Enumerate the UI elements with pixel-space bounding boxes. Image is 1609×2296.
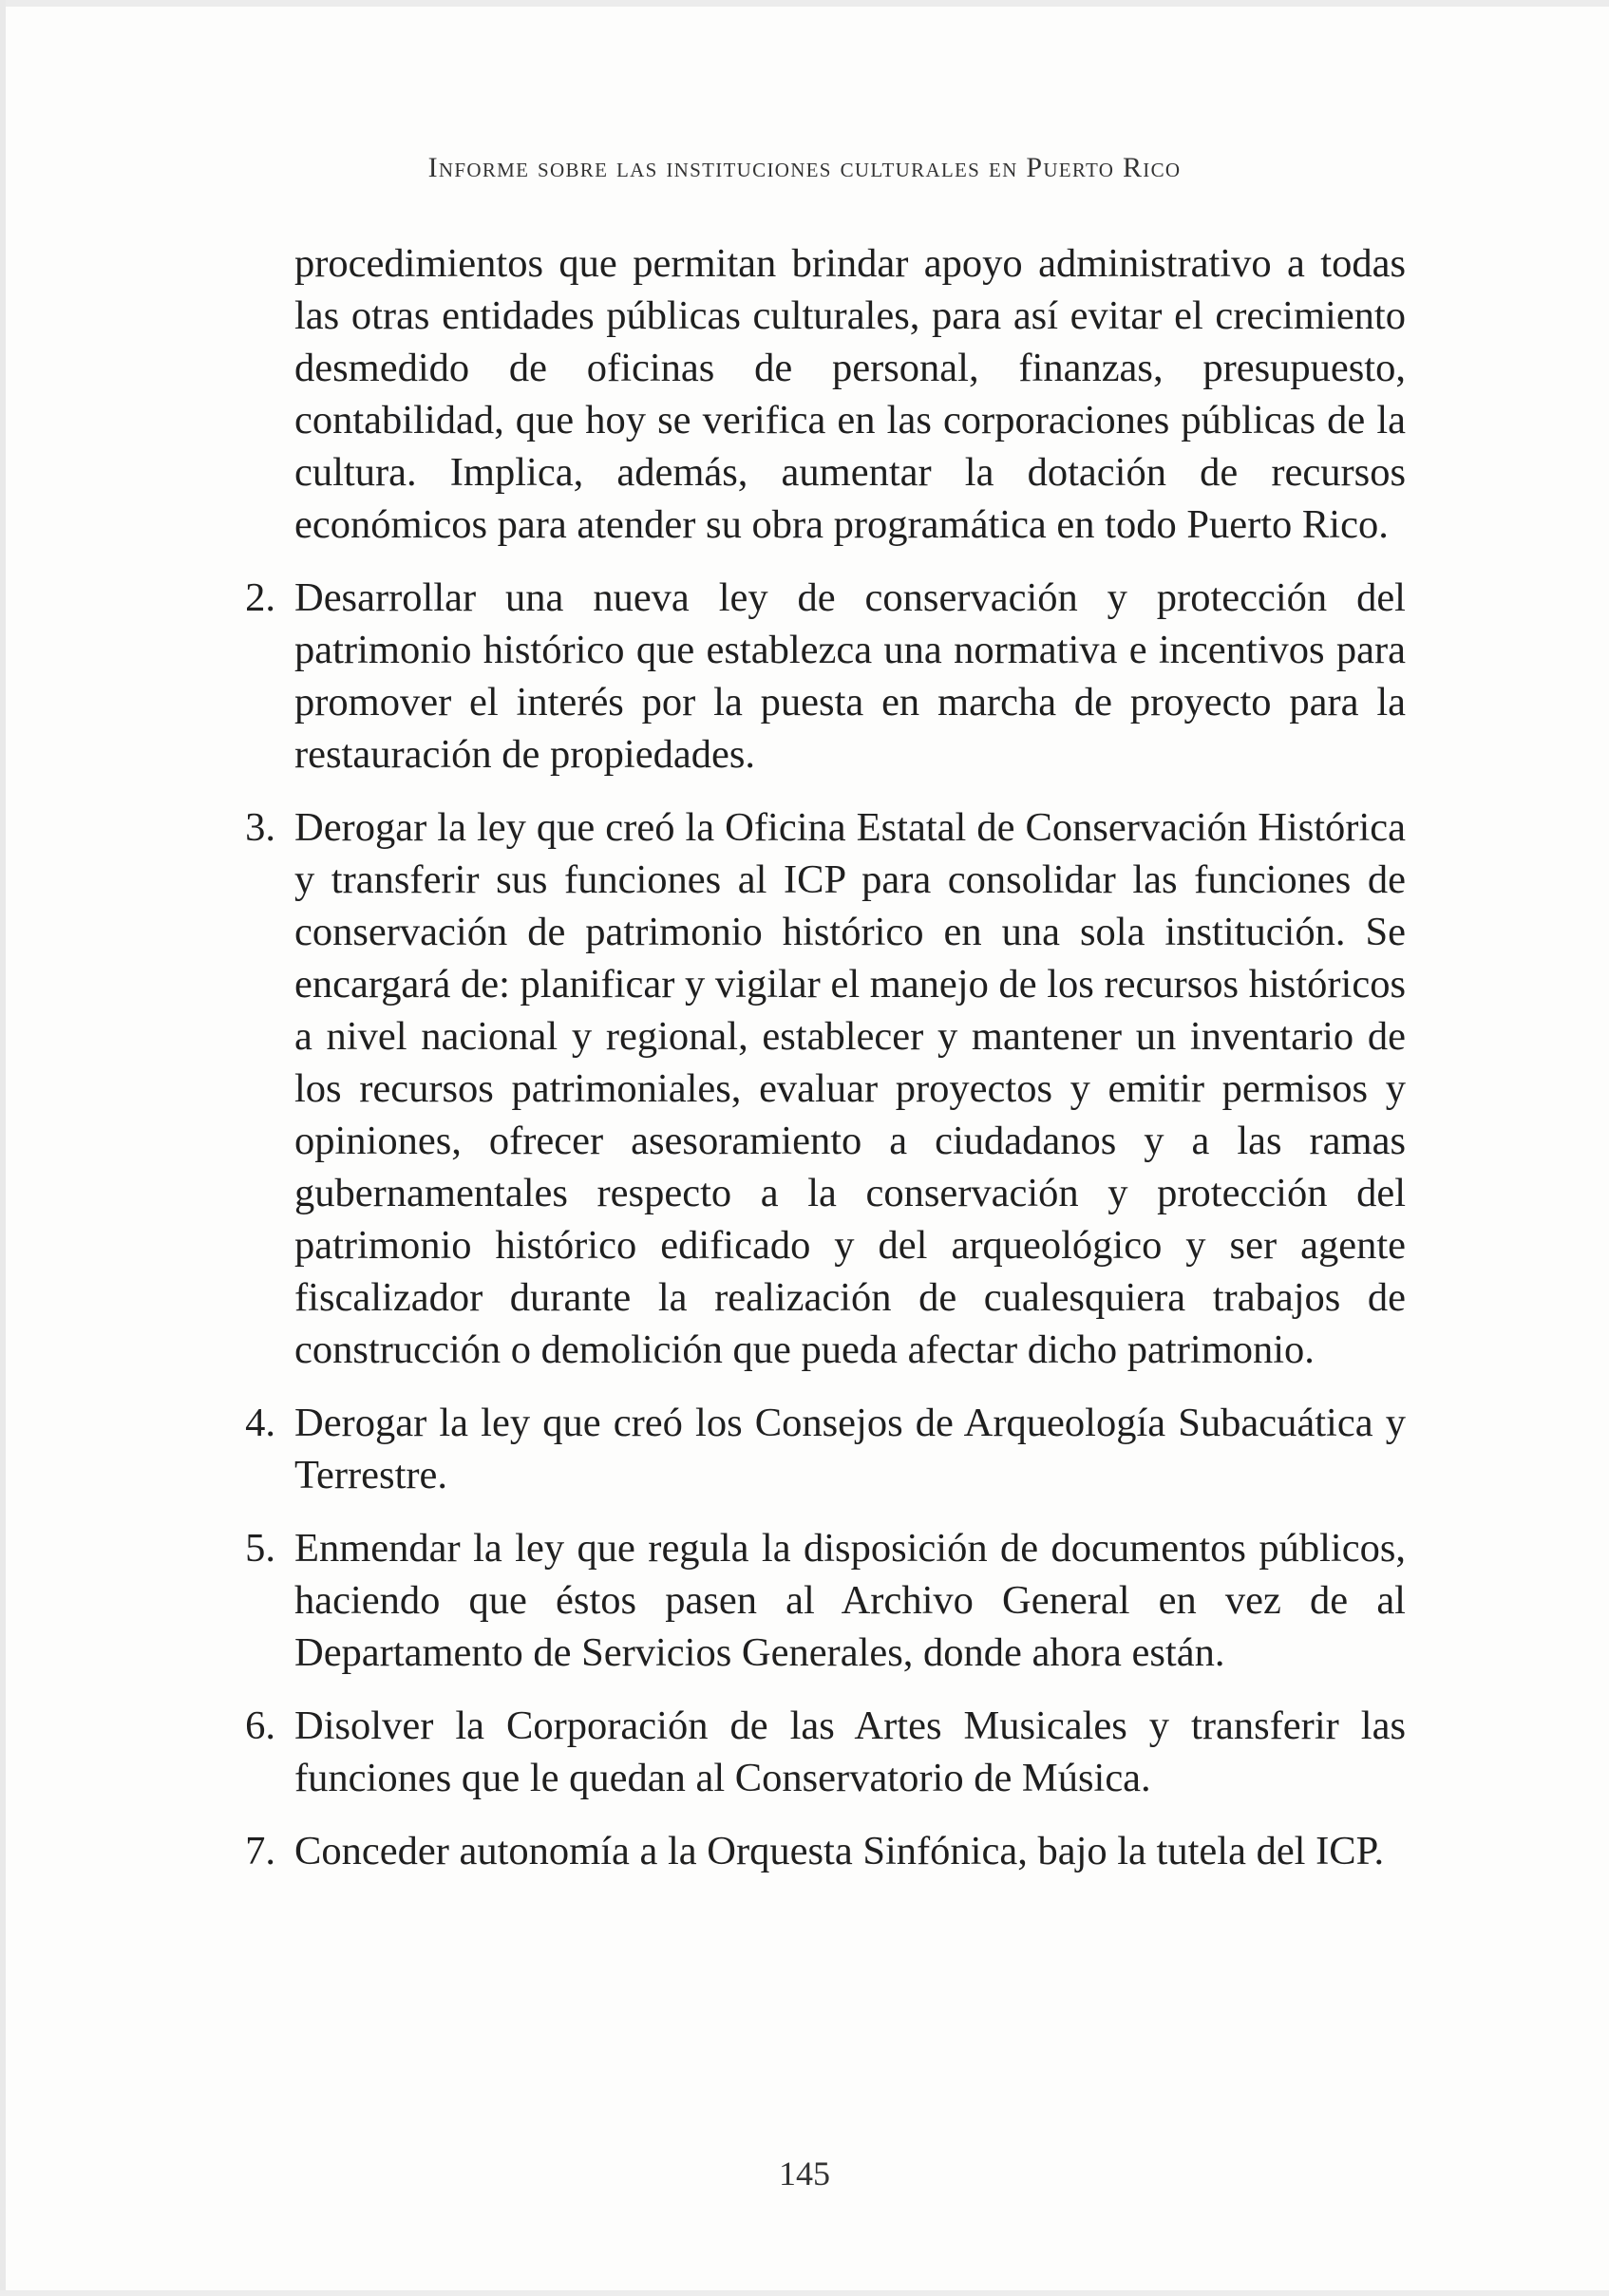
list-item: [245, 572, 1406, 781]
list-item-number: 5.: [245, 1526, 275, 1571]
list-item-text: Derogar la ley que creó la Oficina Estatal de Conservación Histórica y transferir sus funciones al ICP para consolidar las funciones de conservación de patrimonio histórico en una sola institución. Se encargará de: planificar y vigilar el manejo de los recursos históricos a nivel nacional y regional, establecer y mantener un inventario de los recursos patrimoniales, evaluar proyectos y emitir permisos y opiniones, ofrecer asesoramiento a ciudadanos y a las ramas gubernamentales respecto a la conservación y protección del patrimonio histórico edificado y del arqueológico y ser agente fiscalizador durante la realización de cualesquiera trabajos de construcción o demolición que pueda afectar dicho patrimonio.: [294, 805, 1406, 1372]
page-number: 145: [779, 2155, 830, 2192]
list-item-number: 6.: [245, 1703, 275, 1748]
list-item: [245, 1522, 1406, 1679]
list-item-number: 3.: [245, 805, 275, 850]
running-header: Informe sobre las instituciones culturales en Puerto Rico: [427, 152, 1182, 183]
list-item: [245, 801, 1406, 1376]
list-item-text: Enmendar la ley que regula la disposición de documentos públicos, haciendo que éstos pasen al Archivo General en vez de al Departamento de Servicios Generales, donde ahora están.: [294, 1526, 1406, 1675]
list-item-text: Disolver la Corporación de las Artes Musicales y transferir las funciones que le quedan al Conservatorio de Música.: [294, 1703, 1406, 1800]
continuation-paragraph: procedimientos que permitan brindar apoyo administrativo a todas las otras entidades públicas culturales, para así evitar el crecimiento desmedido de oficinas de personal, finanzas, presupuesto, contabilidad, que hoy se verifica en las corporaciones públicas de la cultura. Implica, además, aumentar la dotación de recursos económicos para atender su obra programática en todo Puerto Rico.: [294, 241, 1406, 547]
list-item-number: 4.: [245, 1401, 275, 1445]
list-item-text: Derogar la ley que creó los Consejos de Arqueología Subacuática y Terrestre.: [294, 1401, 1406, 1497]
list-item: [245, 1825, 1406, 1877]
page-edge-left: [0, 0, 6, 2296]
list-item-text: Desarrollar una nueva ley de conservación y protección del patrimonio histórico que establezca una normativa e incentivos para promover el interés por la puesta en marcha de proyecto para la restauración de propiedades.: [294, 575, 1406, 777]
page-edge-top: [0, 0, 1609, 7]
list-item: [245, 1397, 1406, 1501]
list-item: [245, 1700, 1406, 1804]
body-text: [245, 237, 1406, 1898]
list-item-text: Conceder autonomía a la Orquesta Sinfónica, bajo la tutela del ICP.: [294, 1829, 1385, 1873]
list-item-number: 2.: [245, 575, 275, 620]
page-edge-bottom: [0, 2290, 1609, 2296]
list-item-number: 7.: [245, 1829, 275, 1873]
